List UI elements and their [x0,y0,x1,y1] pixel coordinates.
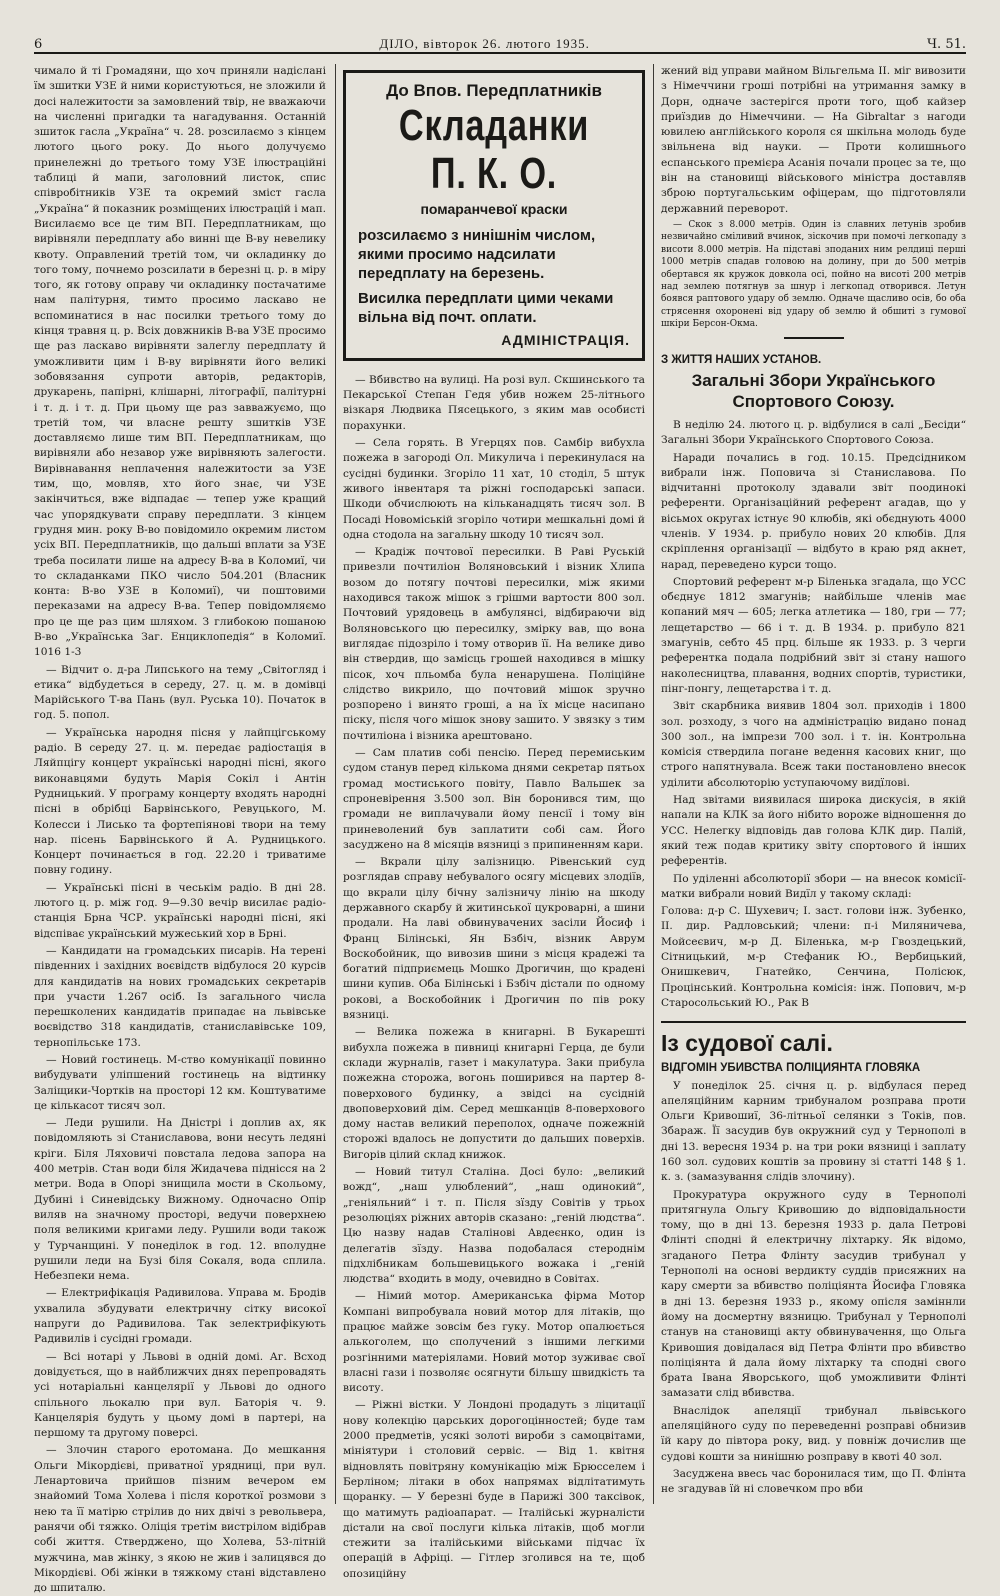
article-paragraph: По уділенні абсолюторії збори — на внесок комісії-матки вибрали новий Видїл у такому складі: [661,872,966,900]
news-item: — Електрифікація Радивилова. Управа м. Бродів ухвалила збудувати електричну сітку високої напруги до Радивилова. Так зелектрифікують Радивилів і сусідні громади. [34,1287,326,1346]
article-paragraph: Внаслідок апеляції трибунал львівського апеляційного суду по переведенні розправі обнизив їй кару до півтора року, вид. у повніж дочислив ще судові кошти за нинішню розправу в квоті 40 зол. [661,1404,966,1463]
article-paragraph: Спортовий референт м-р Біленька згадала, що УСС обєднує 1812 змагунів; найбільше членів має копаний мяч — 605; легка атлетика — 180, гри — 77; лещетарство — 66 і т. д. В 1934. р. прибуло 821 змагунів, себто 45 прц. більше як 1933. р. З черги референтка подала подрібний звіт зі стану нашого наколесництва, плавання, водних спортів, туристики, пінг-понгу, лещетарства і т. д. [661,575,966,695]
news-item: — Українська народня пісня у лайпцігському радіо. В середу 27. ц. м. передає радіостація в Ляйпцігу концерт українські народні пісні, якого виконавцями будуть Марія Сокіл і Антін Рудницький. У програму концерту входять народні пісні в обрібці Барвінського, Ревуцького, М. Колесси і Лисько та фортепіянові твори на тему нар. пісень Барвінського й А. Рудницького. Концерт починається в год. 22.20 і триватиме повну годину. [34,726,326,877]
news-item: — Відчит о. д-ра Липського на тему „Світогляд і етика“ відбудеться в середу, 27. ц. м. в домівці Марійського Т-ва Пань (вул. Руська 10). Початок в год. 5. попол. [34,663,326,722]
notice-title: Складанки П. К. О. [398,101,590,199]
news-item: — Велика пожежа в книгарні. В Букарешті вибухла пожежа в пивниці книгарні Герца, де були склади журналів, газет і макулатура. Заки прибула пожежна сторожа, вогонь поширився на партер 8-поверхового будинку, а звідсі на сусідній двоповерховий дім. Серед мешканців 8-поверхового дому настав великий переполох, одначе пожежній сторожі вдалось не допустити до дальших поверхів. Вигорів цілий склад книжок. [343,1026,645,1161]
masthead [34,30,966,54]
column-center [343,64,645,1580]
column-rule [335,64,336,1504]
court-article-title: ВІДГОМІН УБИВСТВА ПОЛІЦИЯНТА ГЛОВЯКА [661,1062,921,1075]
news-item: — Сам платив собі пенсію. Перед перемиським судом станув перед кількома днями секретар пятьох громад мостиського повіту, Павло Вальшек за спроневірення 3.500 зол. Він боронився тим, що громади не виплачували йому пенсії і тому він приневолений був заплатити собі сам. Його засуджено на 8 місяців вязниці з припиненням кари. [343,747,645,851]
notice-body: розсилаємо з нинішнім числом, якими просимо надсилати передплату на березень. [358,226,596,282]
article-paragraph: Засуджена ввесь час боронилася тим, що П. Флінта не згадував їй ні словечком про вби [661,1467,966,1496]
news-item: жений від управи майном Вільгельма ІІ. міг вивозити з Німеччини гроші потрібні на утримання замку в Дорн, одначе застерігся проти того, щоб кайзер приїздив до Німеччини. — На Gibraltar з нагоди ювилею англійського короля ся шкільна молодь буде звільнена від науки. — Проти колишнього еспанського премієра Асанія почали процес за те, що він на становищі військового міністра доставляв зброю португальським офіцерам, що підготовляли державний переворот. [661,65,966,215]
notice-subtitle: помаранчевої краски [420,201,568,218]
article-paragraph: чимало й ті Громадяни, що хоч приняли надіслані їм зшитки УЗЕ й ними користуються, не зложили й досі належитости за замовлений твір, не вважаючи на численні пригадки та нагадування. Останній зшиток гасла „Україна“ ч. 28. розсилаємо з кінцем лютого цього року. До нього долучуємо принележні до третього тому УЗЕ ілюстраційні таблиці й мапи, заголовний листок, спис співробітників УЗЕ та окремий зміст гасла „Україна“ й показник розміщених ілюстрацій і мап. Висилаємо все це тим ВП. Передплатникам, що вирівняли передплату або винні ще В-ву невелику квоту. Оправлений третій том, чи окладинку до того тому, почнемо розсилати в березні ц. р. в міру того, як готову оправу чи окладинку постачатиме нам палітурня, тимто просимо ласкаво не вспоминатися в нас посилки третього тому до кінця травня ц. р. Всіх довжників В-ва УЗЕ просимо ще раз ласкаво вирівняти залеглу передплату й уможливити цим і В-ву вирівняти його великі зобовязання супроти авторів, редакторів, друкарень, папірні, клішарні, літографії, палітурні і т. д. і т. д. При цьому ще раз завважуємо, що третій том, чи власне решту зшитків УЗЕ доставляємо лише тим ВП. Передплатникам, що вирівняли або незавор уже вирівняють залегости. Вирівнавання неплачення належитости за УЗЕ тим, що, мовляв, хто його знає, чи УЗЕ закінчиться, вже відпадає — тепер уже кращий час упорядкувати справу передплати. З кінцем грудня мин. року В-во повідомило окремим листом усіх ВП. Передплатників, що дальші вплати за УЗЕ треба посилати лише на адресу В-ва в Коломиї, чи то складанками ПКО число 504.201 (Власник конта: В-во УЗЕ в Коломиї), чи поштовими переказами на адресу В-ва. Тепер повідомляємо про це ще раз цим шляхом. З глибокою пошаною В-во „Українська Заг. Енциклопедія“ в Коломиї. 1016 1-3 [34,65,326,659]
news-item: — Новий титул Сталіна. Досі було: „великий вожд“, „наш улюблений“, „наш одинокий“, „геніяльний“ і т. п. Після зїзду Совітів у трьох резолюціях ріжних авторів сказано: „геній людства“. Цю назву надав Сталінові Авдеєнко, один із делегатів зїзду. Назва подобалася стероднім підхлібникам большевицького вожака і „геній людства“ входить в моду, очевидно в Совітах. [343,1166,645,1286]
newspaper-title-date: ДІЛО, вівторок 26. лютого 1935. [379,36,590,51]
news-item: — Крадіж почтової пересилки. В Раві Руській привезли почтиліон Воляновський і візник Хлипа возом до потягу почтові пересилки, між якими находився також мішок з грішми вартости 800 зол. Почтовий урядовець в амбулянсі, відбираючи від Воляновського цю пересилку, змірку вав, що вона виглядає підозріло і тому отворив її. На велике диво він ствердив, що замісць грошей находився в мішку пісок, хоч пльомба була ненарушена. Поліційне слідство викрило, що почтовий мішок зручно розпорено і винято гроші, а на їх місце насипано піску, після чого мішок знову зашито. У звязку з тим почтиліона і візника арештовано. [343,546,645,742]
court-section-title: Із судової салі. [661,1021,966,1057]
article-title-sports-union: Загальні Збори Українського Спортового Союзу. [691,370,936,411]
news-item: — Українські пісні в чеськім радіо. В дні 28. лютого ц. р. між год. 9—9.30 вечір висилає радіо-станція Брна ЧСР. українські народні пісні, які відспіває український мужеський хор в Брні. [34,881,326,940]
news-item: — Ріжні вістки. У Лондоні продадуть з ліцитації нову колекцію царських дорогоцінностей; буде там 2000 предметів, усякі золоті вироби з самоцвітами, мініятури і столовий сервіс. — Від 1. квітня відновлять повітряну комунікацію між Брюсселем і Берліном; літаки в обох напрямах відлітатимуть щоранку. — У березні буде в Парижі 300 таксівок, що матимуть радіоапарат. — Італійські журналісти дістали на свої послуги кілька літаків, щоб могли стежити за італійськими військами підчас їх операцій в Афріці. — Гітлер зголився на те, щоб опозиційну [343,1399,645,1580]
article-paragraph: У понеділок 25. січня ц. р. відбулася перед апеляційним карним трибуналом розправа проти Ольги Кривошиї, 36-літньої селянки з Токів, пов. Збараж. Її засудив був окружний суд у Тернополі в дні 13. вересня 1934 р. на три роки вязниці і заплату 160 зол. судових коштів за провину зі статті 148 § 1. к. з. (замазування слідів злочину). [661,1079,966,1184]
notice-body-postage: Висилка передплати цими чеками вільна від почт. оплати. [358,289,614,326]
news-item: — Леди рушили. На Дністрі і доплив ах, як повідомляють зі Станиславова, вони несуть ледяні кріги. Біля Ляховичі повстала ледова запора на 400 метрів. Стан води біля Жидачева піднісся на 2 метри. Вода в Опорі знищила мости в Скольому, Дубині і Синевідську Вижному. Одночасно Опір виляв на значному просторі, ведучи поверхнею поля великими кригами леду. Рушили води також у Турчанщині. У понеділок в год. 12. вполудне рушили леди на Бузі біля Сокаля, вода сплила. Небезпеки нема. [34,1117,326,1283]
news-item: — Вбивство на вулиці. На розі вул. Скшинського та Пекарської Степан Гедя убив ножем 25-літнього візкаря Людвика Пясецького, з яким мав особисті порахунки. [343,373,645,432]
page-number: 6 [34,37,43,52]
notice-signature: АДМІНІСТРАЦІЯ. [501,331,630,348]
column-rule [653,64,654,1504]
article-paragraph: Прокуратура окружного суду в Тернополі притягнула Ольгу Кривошию до відповідальности тому, що в дні 13. березня 1933 р. дала Петрові Флінті сподні й електричну лiхтарку. Як відомо, згаданого Петра Флінту засудив трибунал у Тернополі на основі вердикту суддів присяжних на кару смерти за вбивство поліціянта Йосифа Гловяка в дні 13. березня 1933 р., якому опісля заміннли йому на досмертну вязницю. Трибунал у Тернополі станув на становищі акту обвинувачення, що Ольга Кривошия довідалася від Петра Флінти про вбивство поліціянта й дала йому лiхтарку та сподні свого брата Івана Яворського, щоб уможливити Флінті замазати слід вбивства. [661,1188,966,1400]
issue-number: Ч. 51. [927,37,966,52]
news-item: — Всі нотарі у Львові в одній домі. Аг. Всход довідується, що в найближчих днях перепровадять усі нотаріальні канцелярії у Львові до одного спільного льокалю при вул. Баторія ч. 9. Канцелярія будуть у цьому домі в партері, на першому та другому поверсі. [34,1350,326,1440]
article-paragraph: Звіт скарбника виявив 1804 зол. приходів і 1800 зол. розходу, з чого на адміністрацію видано понад 300 зол., на імпрези 700 зол. і т. ін. Контрольна комісія ствердила погане ведення касових книг, що строго напятнувала. Всеж таки постановлено внесок уділити абсолюторію уступаючому видїлові. [661,700,966,789]
article-paragraph: В неділю 24. лютого ц. р. відбулися в салі „Бесіди“ Загальні Збори Українського Спортового Союза. [661,418,966,447]
board-members: Голова: д-р С. Шухевич; І. заст. голови інж. Зубенко, ІІ. дир. Радловський; члени: п-і Миляничева, Мойсеєвич, м-р Д. Біленька, м-р Гвоздецький, Сітницький, м-р Стефаник Ю., Вербицький, Онишкевич, Гнатейко, Сенчина, Полісюк, Процінський. Контрольна комісія: інж. Попович, м-р Старосольський Ю., Рак В [661,905,966,1009]
article-paragraph: Наради почались в год. 10.15. Предсідником вибрали інж. Поповича зі Станиславова. По відчитанні протоколу здавали звіт поодинокі референти. Організаційний референт агадав, що у вісьмох округах істнує 90 клюбів, які обєднують 4000 членів. У 1934. р. прибуло нових 20 клюбів. Для скріплення організації — відбуто в краю ряд акнет, нарад, переведено курси тощо. [661,451,966,571]
news-item: — Новий гостинець. М-ство комунікації повинно вибудувати уліпшений гостинець на відтинку Заліщики-Чортків на просторі 12 км. Коштуватиме це кількасот тисяч зол. [34,1054,326,1112]
column-left [34,64,326,1595]
news-item: — Злочин старого еротомана. До мешкання Ольги Мікордієві, приватної урядниці, при вул. Ленартовича прийшов пізним вечером ем знайомий Тома Холева і після короткої розмови з нею та її матірю стрілив до них двічі з револьвера, ранячи обі тяжко. Оліція третім вистрілом відібрав собі життя. Стверджено, що Холева, 53-літній мужчина, мав жінку, з якою не жив і залицявся до Мікордієві. Обі жінки в тяжкому стані відставлено до шпиталю. [34,1444,326,1595]
column-right [661,64,966,1504]
news-item: — Села горять. В Угерцях пов. Самбір вибухла пожежа в загороді Ол. Микулича і перекинулася на сусідні будинки. Згоріло 11 хат, 10 стоділ, 5 штук живого інвентаря та ріжні господарські запаси. Шкоди обчислюють на кільканадцять тисяч зол. В Посаді Новоміській згоріло чотири мешкальні домі й одна стодола на загальну шкоду 10 тисяч зол. [343,437,645,541]
subscription-notice [343,70,645,361]
article-paragraph: Над звітами виявилася широка дискусія, в якій напали на КЛК за його нібито вороже відношення до УСС. Нелегку відповідь дав голова КЛК дир. Палій, який теж подав критику звіту спортового й інших референтів. [661,794,966,868]
news-item: — Німий мотор. Американська фірма Мотор Компані випробувала новий мотор для літаків, що працює майже зовсім без гуку. Мотор опалюється алькоголем, що сполучений з іншими легкими розгінними матеріялами. Новий мотор зуживає свої власні гази і позволяє осягнути більшу швидкість та висоту. [343,1290,645,1395]
news-item: — Вкрали цілу залізницю. Рівенський суд розглядав справу небувалого осягу місцевих злодіїв, що вкрали цілу бічну залізничу лінію на шкоду державного скарбу й житинської цукроварні, а шини продали. На лаві обвинувачених засіли Йосиф і Франц Білінські, Ян Бзбіч, візник Аврум Воскобойник, що вивозив шини з місця крадежі та богатий підприємець Мошко Дрогичин, що крадені шини купив. Оба Білінські і Бзбіч дістали по одному рокові, а Воскобойник і Дрогичин по пів року вязниці. [343,856,645,1022]
news-item-parachute: — Скок з 8.000 метрів. Один із славних летунів зробив незвичайно сміливий вчинок, зіскочив при помочі легкопаду з висоти 8.000 метрів. На підставі зподаних ним релдиці перші 1000 метрів спадав головою на долину, при до 500 метрів обертався як кружок довкола осі, пойно на висоті 200 метрів над землею потягнув за шнур і легкопад отворився. Летун боявся раптового удару об землю. Одначе щасливо осів, бо оба стрясення охоронені від удару об землю й обшиті з гумової шкіри Берсон-Окма. [661,219,966,330]
section-divider [784,337,844,339]
section-label: З ЖИТТЯ НАШИХ УСТАНОВ. [661,353,822,366]
news-item: — Кандидати на громадських писарів. На терені південних і західних воєвідств відбулося 20 курсів для кандидатів на нових громадських секретарів при участи 1.267 осіб. Із загального числа перешколених кандидатів припадає на львівське воєвідство 318 кандидатів, станиславівське 109, тернопільське 173. [34,944,326,1049]
notice-heading: До Впов. Передплатників [386,81,602,100]
